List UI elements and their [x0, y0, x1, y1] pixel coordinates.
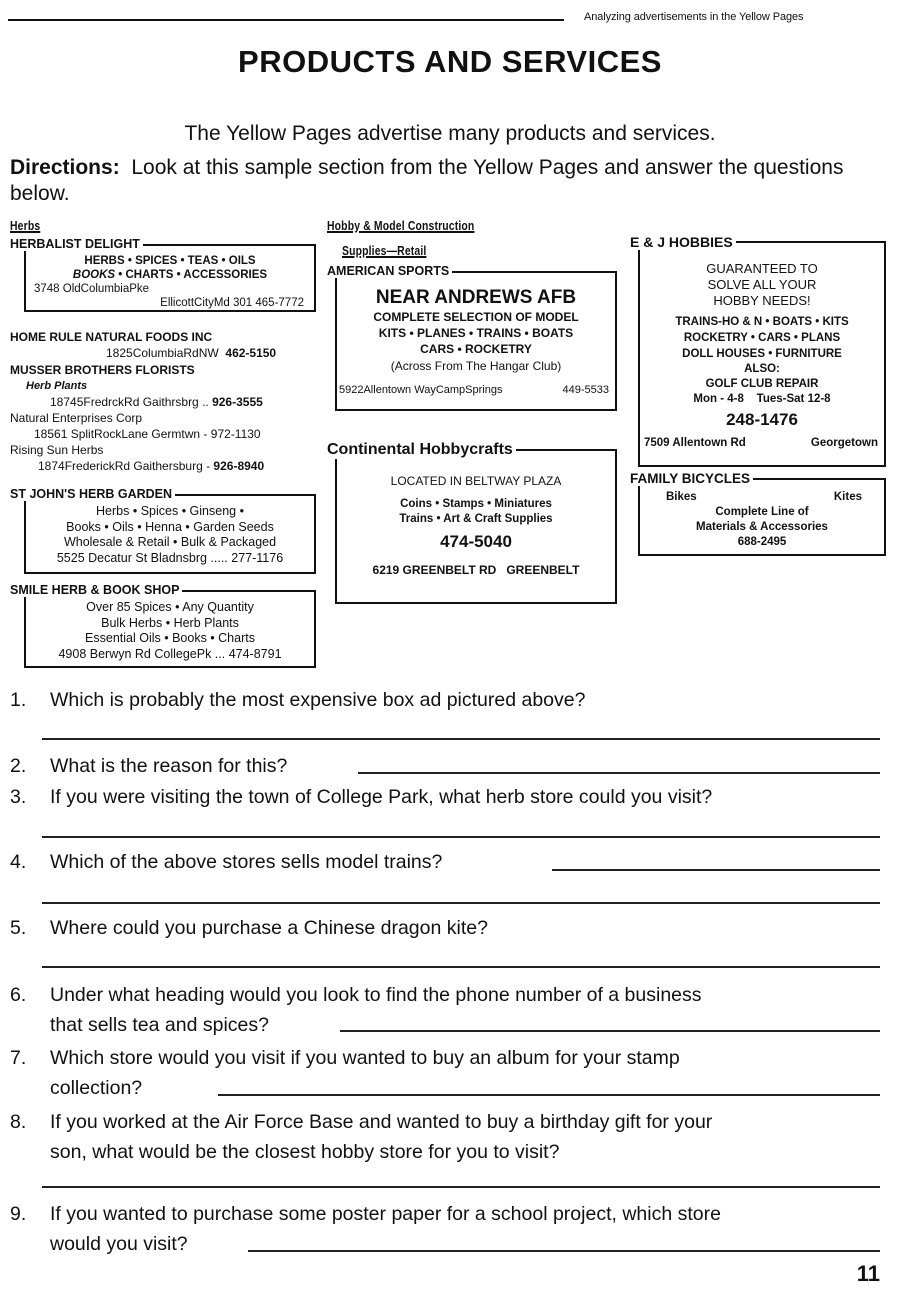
- listing-address: 18745FredrckRd Gaithrsbrg ..: [50, 395, 213, 409]
- listing-rising-sun: [10, 442, 264, 474]
- heading-hobby: Hobby & Model Construction: [327, 218, 475, 233]
- listing-name: Natural Enterprises Corp: [10, 411, 143, 425]
- ad-hours: Mon - 4-8: [693, 393, 744, 405]
- ad-line: Over 85 Spices • Any Quantity: [86, 600, 254, 614]
- ad-phone: 688-2495: [737, 536, 787, 548]
- directions: [10, 155, 890, 207]
- ad-line: • CHARTS • ACCESSORIES: [115, 269, 268, 281]
- question-number: 9.: [10, 1203, 27, 1225]
- ad-line: ALSO:: [744, 363, 780, 375]
- ad-line: GOLF CLUB REPAIR: [705, 378, 819, 390]
- ad-line: TRAINS-HO & N • BOATS • KITS: [675, 316, 849, 328]
- ad-line: Kites: [833, 491, 862, 503]
- ad-line: GUARANTEED TO: [706, 261, 818, 276]
- ad-address: 6219 GREENBELT RD GREENBELT: [372, 563, 580, 577]
- question-text-line: would you visit?: [50, 1233, 188, 1255]
- subheading-supplies-retail: Supplies—Retail: [342, 243, 427, 258]
- ad-line: Coins • Stamps • Miniatures: [400, 498, 552, 510]
- ad-name: FAMILY BICYCLES: [630, 471, 753, 486]
- question-number: 7.: [10, 1047, 27, 1069]
- ad-ej-hobbies: [630, 234, 886, 467]
- question-text-line: If you worked at the Air Force Base and wanted to buy a birthday gift for your: [50, 1111, 713, 1133]
- running-head: Analyzing advertisements in the Yellow Pages: [584, 11, 804, 23]
- page-number: 11: [856, 1261, 880, 1286]
- ad-line: Trains • Art & Craft Supplies: [399, 513, 553, 525]
- question-text: Which of the above stores sells model trains?: [50, 851, 443, 873]
- ad-line: BOOKS: [72, 269, 116, 281]
- question-text-line: If you wanted to purchase some poster paper for a school project, which store: [50, 1203, 721, 1225]
- listing-musser: [10, 362, 263, 410]
- listing-phone: 462-5150: [225, 346, 277, 360]
- question-number: 2.: [10, 755, 27, 777]
- question-text: What is the reason for this?: [50, 755, 288, 777]
- ad-st-johns: [10, 487, 316, 574]
- listing-home-rule: [10, 329, 276, 361]
- ad-address: 5525 Decatur St Bladnsbrg ..... 277-1176: [56, 550, 284, 565]
- ad-address: Georgetown: [810, 437, 878, 449]
- ad-line: KITS • PLANES • TRAINS • BOATS: [378, 326, 574, 340]
- ad-phone: 248-1476: [726, 410, 798, 429]
- ad-line: Books • Oils • Henna • Garden Seeds: [66, 519, 274, 534]
- ad-hours: Tues-Sat 12-8: [756, 393, 831, 405]
- directions-label: Directions:: [10, 156, 120, 179]
- answer-line-4a[interactable]: [552, 869, 880, 871]
- question-number: 5.: [10, 917, 27, 939]
- question-number: 4.: [10, 851, 27, 873]
- directions-text: Look at this sample section from the Yellow Pages and answer the questions below.: [10, 156, 844, 205]
- ad-line: CARS • ROCKETRY: [420, 342, 532, 356]
- answer-line-9[interactable]: [248, 1250, 880, 1252]
- question-number: 8.: [10, 1111, 27, 1133]
- question-text-line: that sells tea and spices?: [50, 1014, 269, 1036]
- heading-herbs: Herbs: [10, 218, 41, 233]
- ad-line: Complete Line of: [715, 506, 809, 518]
- question-number: 1.: [10, 689, 27, 711]
- ad-family-bicycles: [630, 471, 886, 556]
- ad-line: ROCKETRY • CARS • PLANS: [683, 332, 841, 344]
- listing-address: 1874FrederickRd Gaithersburg -: [38, 459, 214, 473]
- question-text-line: Under what heading would you look to find the phone number of a business: [50, 984, 702, 1006]
- ad-name: SMILE HERB & BOOK SHOP: [10, 583, 182, 597]
- ad-name: E & J HOBBIES: [630, 234, 736, 250]
- ad-line: Herbs • Spices • Ginseng •: [96, 504, 244, 518]
- ad-address: 3748 OldColumbiaPke: [34, 283, 150, 295]
- question-text: Which is probably the most expensive box ad pictured above?: [50, 689, 586, 711]
- ad-continental-hobbycrafts: [327, 441, 617, 604]
- ad-address: 5922Allentown WayCampSprings: [339, 384, 503, 396]
- ad-address: 7509 Allentown Rd: [644, 437, 746, 449]
- ad-line: HERBS • SPICES • TEAS • OILS: [84, 255, 256, 267]
- ad-phone: 449-5533: [562, 384, 609, 396]
- listing-name: MUSSER BROTHERS FLORISTS: [10, 363, 195, 377]
- answer-line-4b[interactable]: [42, 902, 880, 904]
- question-text-line: son, what would be the closest hobby store for you to visit?: [50, 1141, 560, 1163]
- ad-american-sports: [327, 264, 617, 411]
- answer-line-1[interactable]: [42, 738, 880, 740]
- listing-name: HOME RULE NATURAL FOODS INC: [10, 330, 213, 344]
- ad-name: HERBALIST DELIGHT: [10, 237, 143, 251]
- answer-line-6[interactable]: [340, 1030, 880, 1032]
- ad-line: Wholesale & Retail • Bulk & Packaged: [63, 535, 277, 549]
- listing-phone: 972-1130: [210, 427, 261, 441]
- question-text-line: Which store would you visit if you wanted to buy an album for your stamp: [50, 1047, 680, 1069]
- ad-name: AMERICAN SPORTS: [327, 264, 452, 278]
- ad-line: SOLVE ALL YOUR: [707, 277, 817, 292]
- answer-line-3[interactable]: [42, 836, 880, 838]
- intro-text: The Yellow Pages advertise many products and services.: [184, 122, 716, 145]
- ad-line: HOBBY NEEDS!: [713, 293, 811, 308]
- listing-address: 1825ColumbiaRdNW: [106, 346, 219, 360]
- ad-address: 4908 Berwyn Rd CollegePk ... 474-8791: [58, 646, 282, 661]
- top-rule: [8, 19, 564, 21]
- ad-smile-herb: [10, 583, 316, 668]
- listing-phone: 926-8940: [213, 459, 265, 473]
- ad-line: Materials & Accessories: [696, 521, 828, 533]
- ad-herbalist-delight: [10, 237, 316, 312]
- ad-line: (Across From The Hangar Club): [390, 359, 562, 373]
- ad-line: COMPLETE SELECTION OF MODEL: [373, 310, 579, 324]
- listing-phone: 926-3555: [212, 395, 263, 409]
- question-number: 6.: [10, 984, 27, 1006]
- listing-name: Rising Sun Herbs: [10, 443, 104, 457]
- answer-line-7[interactable]: [218, 1094, 880, 1096]
- answer-line-2[interactable]: [358, 772, 880, 774]
- question-text-line: collection?: [50, 1077, 143, 1099]
- question-text: If you were visiting the town of College Park, what herb store could you visit?: [50, 786, 713, 808]
- listing-address: 18561 SplitRockLane Germtwn -: [34, 427, 211, 441]
- listing-natural-enterprises: [10, 410, 261, 442]
- listing-subtitle: Herb Plants: [26, 380, 88, 392]
- answer-line-8[interactable]: [42, 1186, 880, 1188]
- ad-line: DOLL HOUSES • FURNITURE: [682, 348, 842, 360]
- ad-line: Essential Oils • Books • Charts: [85, 631, 255, 645]
- ad-line: Bulk Herbs • Herb Plants: [101, 615, 239, 630]
- ad-address: EllicottCityMd 301 465-7772: [160, 297, 304, 309]
- question-number: 3.: [10, 786, 27, 808]
- ad-name: Continental Hobbycrafts: [327, 441, 516, 459]
- ad-line: Bikes: [666, 491, 697, 503]
- ad-name: ST JOHN'S HERB GARDEN: [10, 487, 175, 501]
- question-text: Where could you purchase a Chinese dragon kite?: [50, 917, 488, 939]
- page-title: PRODUCTS AND SERVICES: [238, 44, 662, 79]
- answer-line-5[interactable]: [42, 966, 880, 968]
- question-text: [50, 1107, 890, 1167]
- ad-headline: NEAR ANDREWS AFB: [375, 287, 577, 308]
- ad-line: LOCATED IN BELTWAY PLAZA: [390, 474, 562, 488]
- ad-phone: 474-5040: [440, 532, 512, 551]
